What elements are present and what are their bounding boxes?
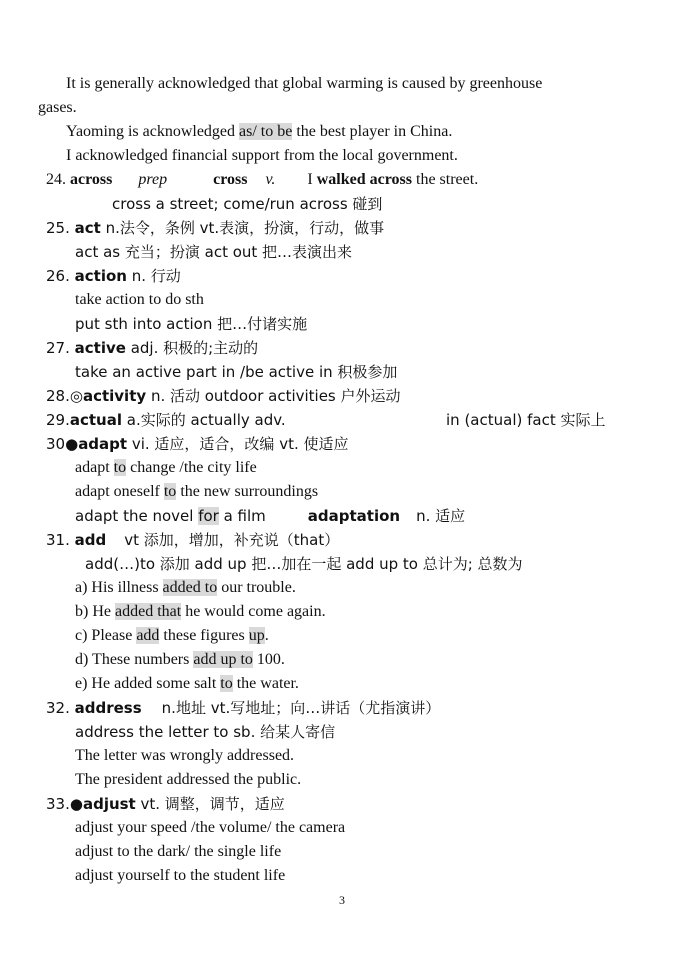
page-number: 3: [339, 893, 345, 907]
entry-24-line2: cross a street; come/run across 碰到: [112, 195, 383, 213]
sentence-yaoming: Yaoming is acknowledged as/ to be the best player in China.: [66, 123, 453, 140]
entry-31-example-a: a) His illness added to our trouble.: [75, 579, 296, 596]
entry-31-example-b: b) He added that he would come again.: [75, 603, 326, 620]
entry-33-line3: adjust to the dark/ the single life: [75, 843, 282, 860]
entry-29-in-fact: in (actual) fact 实际上: [446, 411, 606, 429]
entry-27-line2: take an active part in /be active in 积极参加: [75, 363, 398, 381]
entry-30-line3: adapt oneself to the new surroundings: [75, 483, 319, 500]
entry-31-add: 31. add vt 添加，增加，补充说（that）: [46, 531, 340, 549]
entry-32-line2: address the letter to sb. 给某人寄信: [75, 723, 336, 741]
entry-33-line4: adjust yourself to the student life: [75, 867, 286, 884]
double-circle-marker: ◎: [69, 387, 83, 405]
entry-30-line4: adapt the novel for a film adaptation n. 适应: [75, 507, 466, 525]
entry-26-line2: take action to do sth: [75, 291, 204, 308]
entry-27-active: 27. active adj. 积极的;主动的: [46, 339, 259, 357]
entry-26-line3: put sth into action 把…付诸实施: [75, 315, 308, 333]
entry-25-line2: act as 充当；扮演 act out 把…表演出来: [75, 243, 353, 261]
entry-32-line3: The letter was wrongly addressed.: [75, 747, 295, 764]
entry-32-line4: The president addressed the public.: [75, 771, 302, 788]
highlight-as-to-be: as/ to be: [239, 123, 293, 140]
entry-32-address: 32. address n.地址 vt.写地址；向…讲话（尤指演讲）: [46, 699, 441, 717]
entry-31-line2: add(…)to 添加 add up 把…加在一起 add up to 总计为; 总数为: [85, 555, 523, 573]
sentence-global-warming: It is generally acknowledged that global warming is caused by greenhouse: [66, 75, 543, 92]
sentence-global-warming-cont: gases.: [38, 99, 77, 116]
entry-28-activity: 28.◎activity n. 活动 outdoor activities 户外运动: [46, 387, 401, 405]
entry-30-adapt: 30●adapt vi. 适应，适合，改编 vt. 使适应: [46, 435, 349, 453]
entry-30-line2: adapt to change /the city life: [75, 459, 257, 476]
entry-26-action: 26. action n. 行动: [46, 267, 181, 285]
entry-31-example-d: d) These numbers add up to 100.: [75, 651, 285, 668]
bullet-marker: ●: [69, 795, 83, 813]
entry-29-actual: 29.actual a.实际的 actually adv.: [46, 411, 286, 429]
entry-31-example-e: e) He added some salt to the water.: [75, 675, 299, 692]
entry-24-across: 24. across prep cross v. I walked across the street.: [46, 171, 479, 188]
entry-25-act: 25. act n.法令，条例 vt.表演，扮演，行动，做事: [46, 219, 385, 237]
entry-31-example-c: c) Please add these figures up.: [75, 627, 269, 644]
entry-33-line2: adjust your speed /the volume/ the camera: [75, 819, 346, 836]
sentence-financial-support: I acknowledged financial support from the local government.: [66, 147, 458, 164]
bullet-marker: ●: [65, 435, 79, 453]
entry-33-adjust: 33.●adjust vt. 调整，调节，适应: [46, 795, 285, 813]
